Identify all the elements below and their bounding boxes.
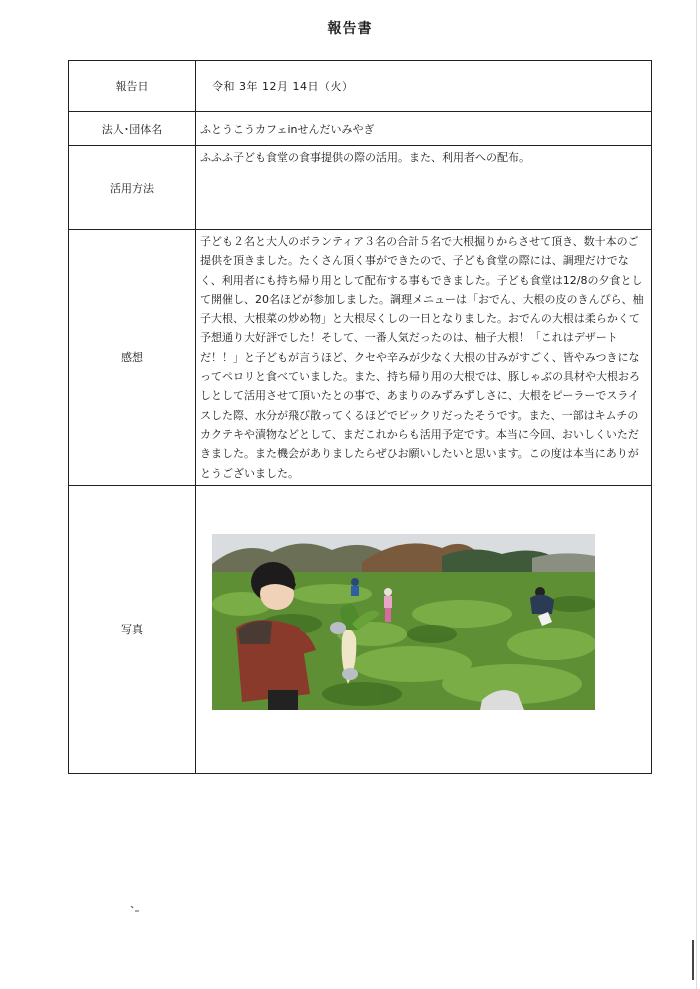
usage-method-label: 活用方法 (69, 146, 196, 230)
daikon-harvest-photo (212, 534, 595, 710)
scan-mark (130, 905, 140, 913)
photo-label: 写真 (69, 485, 196, 773)
page-title: 報告書 (327, 21, 373, 37)
report-table (68, 60, 652, 774)
row-impressions (69, 230, 652, 486)
scan-edge-mark (692, 940, 694, 980)
report-date-text: 令和 3年 12月 14日（火） (212, 80, 354, 93)
row-organization (69, 112, 652, 146)
report-date-value (196, 61, 652, 112)
row-photo (69, 485, 652, 773)
impressions-value: 子ども２名と大人のボランティア３名の合計５名で大根掘りからさせて頂き、数十本のご提供を頂きました。たくさん頂く事ができたので、子ども食堂の際には、調理だけでなく、利用者にも持ち帰り用として配布する事もできました。子ども食堂は12/8の夕食として開催し、20名ほどが参加しました。調理メニューは「おでん、大根の皮のきんぴら、柚子大根、大根菜の炒め物」と大根尽くしの一日となりました。おでんの大根は柔らかくて予想通り大好評でした！そして、一番人気だったのは、柚子大根！「これはデザートだ！！」と子どもが言うほど、クセや辛みが少なく大根の甘みがすごく、皆やみつきになってペロリと食べていました。また、持ち帰り用の大根では、豚しゃぶの具材や大根おろしとして活用させて頂いたとの事で、あまりのみずみずしさに、大根をピーラーでスライスした際、水分が飛び散ってくるほどでビックリだったそうです。また、一部はキムチのカクテキや漬物などとして、まだこれからも活用予定です。本当に今回、おいしくいただきました。また機会がありましたらぜひお願いしたいと思います。この度は本当にありがとうございました。 (196, 230, 652, 486)
row-report-date (69, 61, 652, 112)
impressions-label: 感想 (69, 230, 196, 486)
usage-method-value: ふふふ子ども食堂の食事提供の際の活用。また、利用者への配布。 (196, 146, 652, 230)
organization-label: 法人･団体名 (69, 112, 196, 146)
photo-cell (196, 485, 652, 773)
row-usage-method (69, 146, 652, 230)
photo-illustration (212, 534, 595, 710)
organization-value: ふとうこうカフェinせんだいみやぎ (196, 112, 652, 146)
scan-edge-line (696, 0, 697, 989)
report-date-label: 報告日 (69, 61, 196, 112)
